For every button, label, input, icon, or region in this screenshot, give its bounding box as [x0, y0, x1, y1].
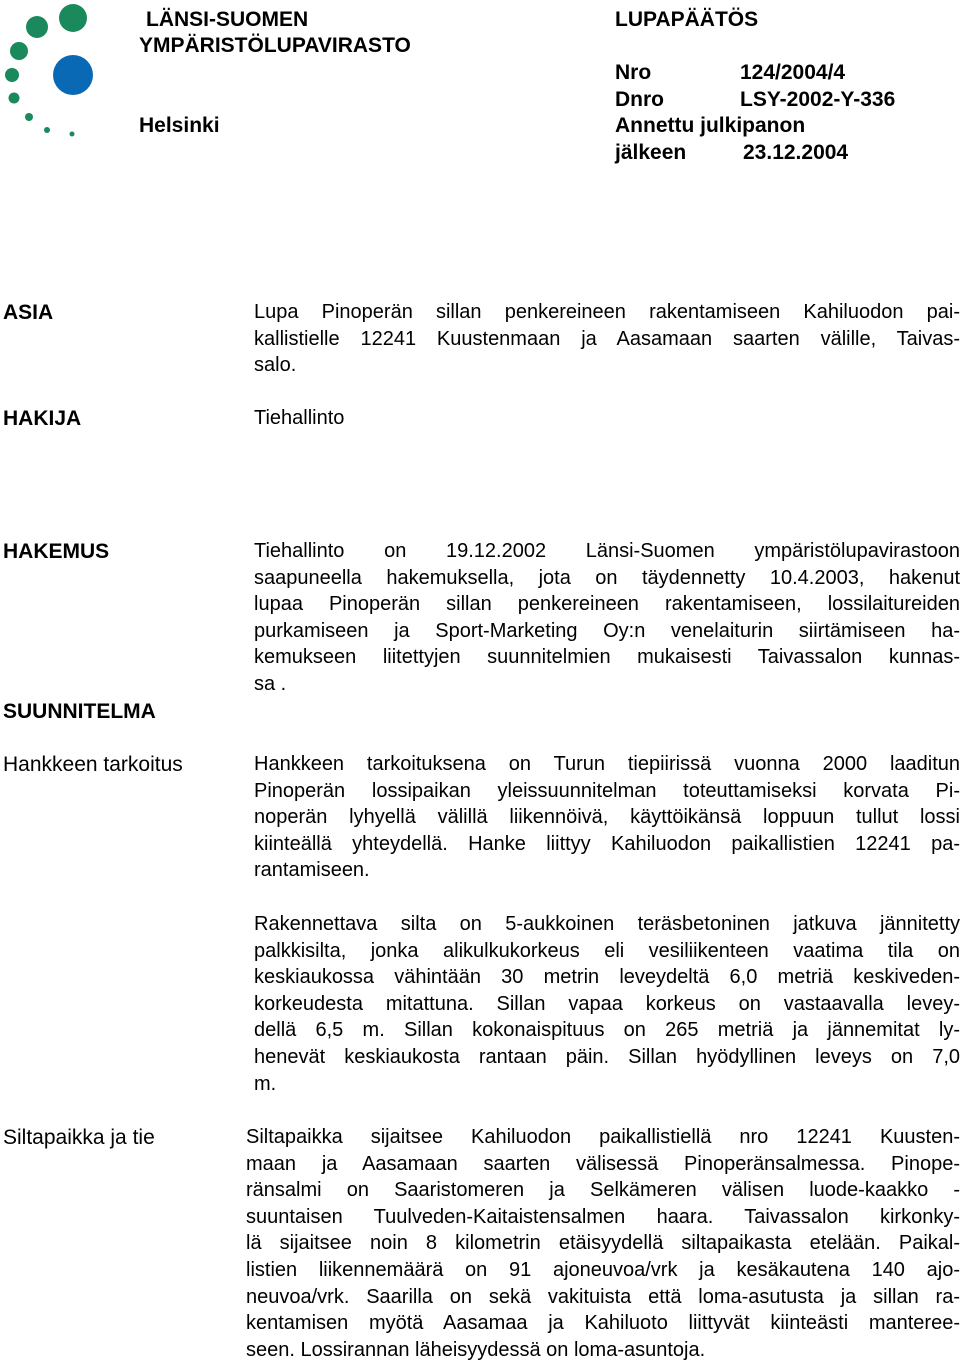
silta-line: palkkisilta, jonka alikulkukorkeus eli vesiliikenteen vaatima tila on: [254, 939, 960, 962]
section-label-suunnitelma: SUUNNITELMA: [3, 700, 156, 723]
document-type: LUPAPÄÄTÖS: [615, 8, 759, 31]
hakemus-line: sa .: [254, 672, 287, 695]
silta-line: Rakennettava silta on 5-aukkoinen teräsbetoninen jatkuva jännitetty: [254, 913, 960, 935]
siltapaikka-line: lä sijaitsee noin 8 kilometrin etäisyydellä siltapaikasta etelään. Paikal-: [246, 1232, 960, 1255]
silta-line: korkeudesta mitattuna. Sillan vapaa korkeus on vastaavalla levey-: [254, 992, 960, 1015]
subsection-label-siltapaikka: Siltapaikka ja tie: [3, 1126, 155, 1149]
section-label-hakemus: HAKEMUS: [3, 540, 110, 563]
siltapaikka-line: kentamisen myötä Aasamaa ja Kahiluoto liittyvät kiinteästi manteree-: [246, 1312, 960, 1335]
agency-logo: [0, 0, 100, 140]
dnro-label: Dnro: [615, 88, 664, 111]
tarkoitus-text: [254, 751, 960, 884]
tarkoitus-line: Pinoperän lossipaikan yleissuunnitelman toteuttamiseksi korvata Pi-: [254, 779, 960, 802]
section-label-hakija: HAKIJA: [3, 407, 82, 430]
tarkoitus-line: Hankkeen tarkoituksena on Turun tiepiirissä vuonna 2000 laaditun: [254, 753, 960, 775]
tarkoitus-line: rantamiseen.: [254, 859, 370, 882]
siltapaikka-line: maan ja Aasamaan saarten välisessä Pinoperänsalmessa. Pinope-: [246, 1152, 960, 1175]
silta-line: m.: [254, 1072, 277, 1095]
tarkoitus-line: kiinteällä yhteydellä. Hanke liittyy Kahiluodon paikallistien 12241 pa-: [254, 832, 960, 855]
silta-line: dellä 6,5 m. Sillan kokonaispituus on 265 metriä ja jännemitat ly-: [254, 1019, 960, 1042]
siltapaikka-text: [246, 1124, 960, 1363]
siltapaikka-line: suuntaisen Tuulveden-Kaitaistensalmen haara. Taivassalon kirkonky-: [246, 1205, 960, 1228]
issued-date: 23.12.2004: [743, 141, 849, 164]
siltapaikka-line: ränsalmi on Saaristomeren ja Selkämeren välisen luode-kaakko -: [246, 1179, 960, 1202]
issued-label: Annettu julkipanon: [615, 114, 806, 137]
hakemus-line: saapuneella hakemuksella, jota on täydennetty 10.4.2003, hakenut: [254, 566, 960, 589]
section-label-asia: ASIA: [3, 301, 54, 324]
asia-line: Lupa Pinoperän sillan penkereineen rakentamiseen Kahiluodon pai-: [254, 301, 960, 323]
hakemus-line: kemukseen liitettyjen suunnitelmien mukaisesti Taivassalon kunnas-: [254, 646, 960, 669]
nro-value: 124/2004/4: [740, 61, 846, 84]
hakija-value: Tiehallinto: [254, 407, 345, 429]
asia-line: salo.: [254, 354, 297, 377]
hakemus-line: Tiehallinto on 19.12.2002 Länsi-Suomen ympäristölupavirastoon: [254, 540, 960, 562]
asia-line: kallistielle 12241 Kuustenmaan ja Aasamaan saarten välille, Taivas-: [254, 327, 960, 350]
subsection-label-tarkoitus: Hankkeen tarkoitus: [3, 753, 183, 776]
hakemus-text: [254, 538, 960, 698]
hakemus-line: lupaa Pinoperän sillan penkereineen rakentamiseen, lossilaitureiden: [254, 593, 960, 616]
dnro-value: LSY-2002-Y-336: [740, 88, 896, 111]
logo-dots-icon: [5, 4, 93, 137]
silta-line: henevät keskiaukosta rantaan päin. Sillan hyödyllinen leveys on 7,0: [254, 1045, 960, 1068]
siltapaikka-line: neuvoa/vrk. Saarilla on sekä vakituista että loma-asutusta ja sillan ra-: [246, 1285, 960, 1308]
hakemus-line: purkamiseen ja Sport-Marketing Oy:n venelaiturin siirtämiseen ha-: [254, 619, 960, 642]
tarkoitus-line: noperän lyhyellä välillä liikennöivä, käyttöikänsä loppuun tullut lossi: [254, 806, 960, 829]
siltapaikka-line: seen. Lossirannan läheisyydessä on loma-asuntoja.: [246, 1338, 706, 1361]
nro-label: Nro: [615, 61, 652, 84]
siltapaikka-line: Siltapaikka sijaitsee Kahiluodon paikallistiellä nro 12241 Kuusten-: [246, 1126, 960, 1148]
silta-text: [254, 911, 960, 1097]
silta-line: keskiaukossa vähintään 30 metrin leveydeltä 6,0 metriä keskiveden-: [254, 966, 960, 989]
asia-text: [254, 299, 960, 379]
issued-label-cont: jälkeen: [615, 141, 687, 164]
agency-city: Helsinki: [139, 114, 220, 137]
agency-name-line1: LÄNSI-SUOMEN: [146, 8, 309, 31]
siltapaikka-line: listien liikennemäärä on 91 ajoneuvoa/vrk ja kesäkautena 140 ajo-: [246, 1258, 960, 1281]
agency-name-line2: YMPÄRISTÖLUPAVIRASTO: [139, 34, 411, 57]
